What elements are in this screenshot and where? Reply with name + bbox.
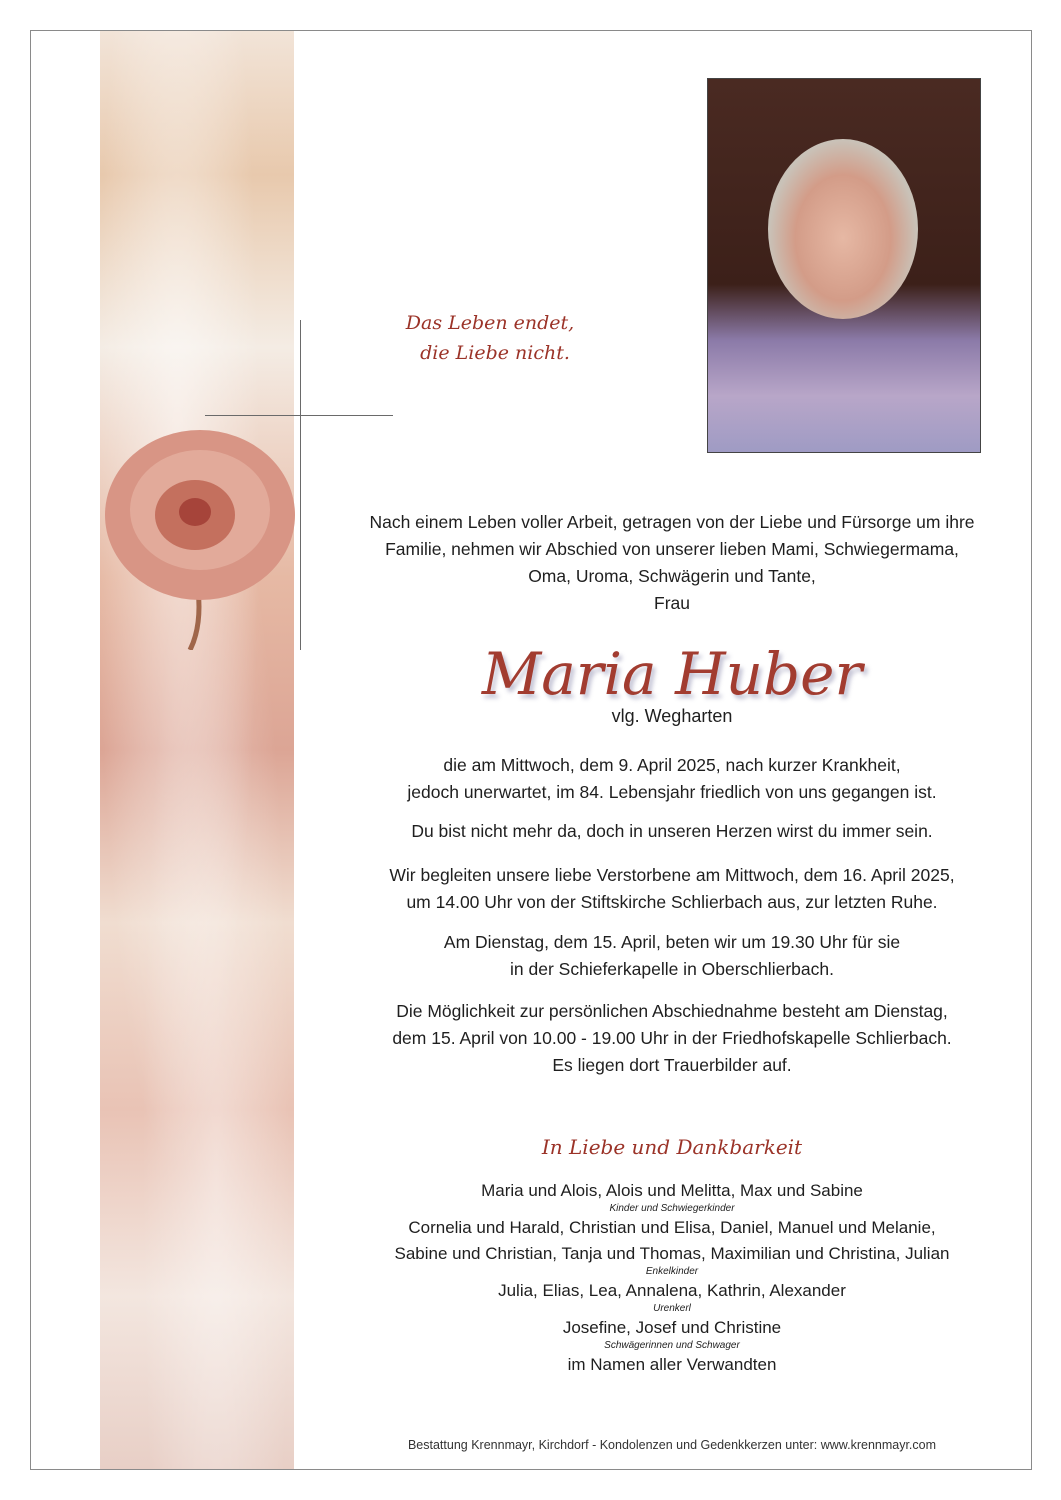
portrait-photo <box>707 78 981 453</box>
quote-line: die Liebe nicht. <box>420 342 570 364</box>
text-line: Du bist nicht mehr da, doch in unseren Herzen wirst du immer sein. <box>411 821 933 841</box>
family-names: Josefine, Josef und Christine <box>562 1318 782 1337</box>
text-line: Es liegen dort Trauerbilder auf. <box>552 1055 792 1075</box>
text-line: Wir begleiten unsere liebe Verstorbene am Mittwoch, dem 16. April 2025, <box>389 865 955 885</box>
intro-line: Oma, Uroma, Schwägerin und Tante, <box>528 566 816 586</box>
watercolor-strip <box>100 31 294 1469</box>
paragraph <box>360 929 984 983</box>
rose-illustration <box>95 420 305 650</box>
text-line: um 14.00 Uhr von der Stiftskirche Schlierbach aus, zur letzten Ruhe. <box>406 892 938 912</box>
intro <box>360 509 984 617</box>
text-line: jedoch unerwartet, im 84. Lebensjahr friedlich von uns gegangen ist. <box>407 782 937 802</box>
alias: vlg. Wegharten <box>611 706 733 726</box>
cross-horizontal <box>205 415 393 416</box>
intro-line: Frau <box>654 593 690 613</box>
cross-vertical <box>300 320 301 650</box>
text-line: dem 15. April von 10.00 - 19.00 Uhr in der Friedhofskapelle Schlierbach. <box>392 1028 952 1048</box>
family-role: Enkelkinder <box>645 1266 699 1277</box>
signoff: im Namen aller Verwandten <box>567 1355 777 1374</box>
quote-line: Das Leben endet, <box>405 312 575 334</box>
quote <box>390 308 590 368</box>
family-role: Schwägerinnen und Schwager <box>604 1340 740 1351</box>
paragraph <box>360 818 984 845</box>
paragraph <box>360 998 984 1079</box>
paragraph <box>360 862 984 916</box>
family-list <box>360 1179 984 1376</box>
family-names: Cornelia und Harald, Christian und Elisa, Daniel, Manuel und Melanie, <box>408 1218 936 1237</box>
intro-line: Nach einem Leben voller Arbeit, getragen von der Liebe und Fürsorge um ihre <box>369 512 975 532</box>
intro-line: Familie, nehmen wir Abschied von unserer lieben Mami, Schwiegermama, <box>385 539 959 559</box>
footer: Bestattung Krennmayr, Kirchdorf - Kondolenzen und Gedenkkerzen unter: www.krennmayr.com <box>407 1438 937 1452</box>
text-line: die am Mittwoch, dem 9. April 2025, nach kurzer Krankheit, <box>443 755 901 775</box>
closing-heading: In Liebe und Dankbarkeit <box>541 1135 803 1159</box>
paragraph <box>360 752 984 806</box>
family-names: Sabine und Christian, Tanja und Thomas, Maximilian und Christina, Julian <box>394 1244 950 1263</box>
family-role: Urenkerl <box>653 1303 691 1314</box>
deceased-name: Maria Huber <box>481 640 863 708</box>
text-line: in der Schieferkapelle in Oberschlierbach. <box>510 959 834 979</box>
family-names: Maria und Alois, Alois und Melitta, Max und Sabine <box>481 1181 863 1200</box>
text-line: Die Möglichkeit zur persönlichen Abschiednahme besteht am Dienstag, <box>396 1001 948 1021</box>
family-names: Julia, Elias, Lea, Annalena, Kathrin, Alexander <box>498 1281 846 1300</box>
family-role: Kinder und Schwiegerkinder <box>609 1203 735 1214</box>
text-line: Am Dienstag, dem 15. April, beten wir um 19.30 Uhr für sie <box>443 932 901 952</box>
